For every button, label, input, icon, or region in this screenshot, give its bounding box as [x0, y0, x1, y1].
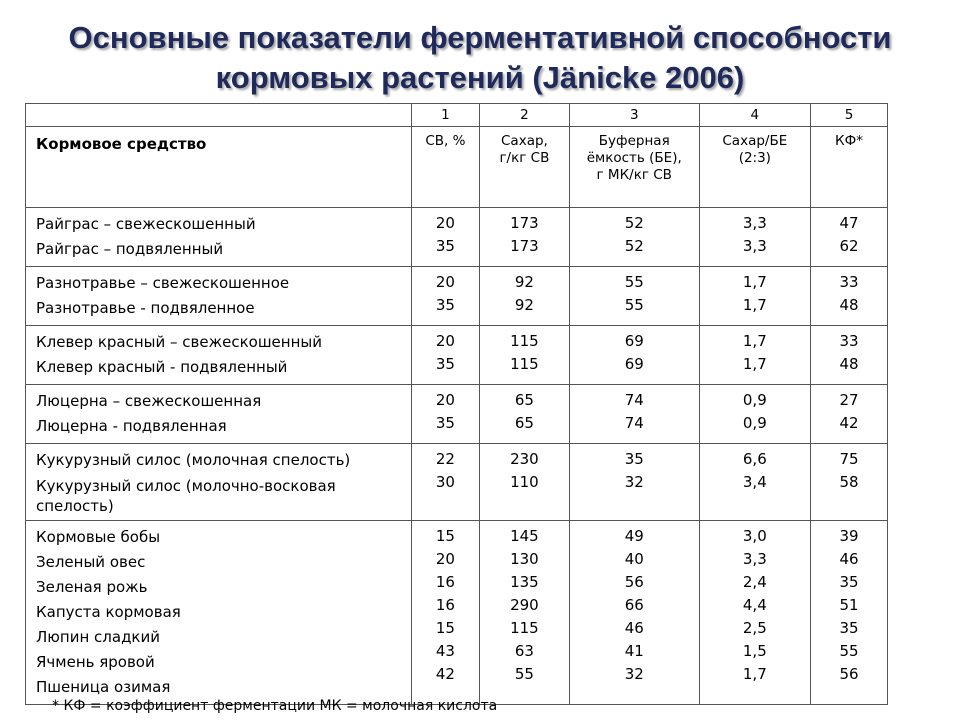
- ratio-value: 2,4: [742, 573, 767, 591]
- buffer-values-cell: [569, 326, 699, 385]
- ratio-value: 2,5: [742, 619, 767, 637]
- sv-values-cell: [411, 521, 479, 705]
- buffer-value: 74: [624, 414, 644, 432]
- ratio-value: 3,4: [742, 473, 767, 491]
- buffer-value: 52: [624, 237, 644, 255]
- sugar-value: 115: [510, 332, 539, 350]
- table-row: [26, 521, 888, 705]
- feed-name: Райграс – подвяленный: [36, 240, 224, 258]
- ratio-value: 0,9: [742, 414, 767, 432]
- header-sugar: [479, 127, 569, 208]
- sv-values-cell: [411, 444, 479, 521]
- title-line-1: Основные показатели ферментативной способности: [68, 20, 892, 55]
- ratio-values-cell: [699, 208, 811, 267]
- column-number: 5: [811, 104, 888, 127]
- kf-values-cell: [811, 267, 888, 326]
- table-body: [26, 208, 888, 705]
- sugar-value: 173: [510, 237, 539, 255]
- kf-value: 35: [839, 573, 859, 591]
- buffer-value: 56: [624, 573, 644, 591]
- kf-value: 35: [839, 619, 859, 637]
- sv-value: 20: [435, 332, 455, 350]
- kf-values-cell: [811, 208, 888, 267]
- header-kf: КФ*: [811, 127, 888, 208]
- sugar-value: 230: [510, 450, 539, 468]
- ratio-values-cell: [699, 521, 811, 705]
- kf-value: 46: [839, 550, 859, 568]
- sv-values-cell: [411, 208, 479, 267]
- sugar-value: 135: [510, 573, 539, 591]
- sv-value: 20: [435, 273, 455, 291]
- header-sugar-line: г/кг СВ: [499, 150, 550, 166]
- ratio-value: 1,7: [742, 355, 767, 373]
- feed-names-cell: [26, 208, 412, 267]
- kf-value: 33: [839, 273, 859, 291]
- buffer-value: 41: [624, 642, 644, 660]
- feed-name: Клевер красный – свежескошенный: [36, 333, 322, 351]
- kf-value: 48: [839, 296, 859, 314]
- buffer-value: 69: [624, 355, 644, 373]
- kf-value: 58: [839, 473, 859, 491]
- sugar-value: 92: [514, 296, 534, 314]
- ratio-value: 0,9: [742, 391, 767, 409]
- kf-value: 51: [839, 596, 859, 614]
- sv-value: 35: [435, 296, 455, 314]
- header-buffer-line: ёмкость (БЕ),: [586, 150, 682, 166]
- table-row: [26, 444, 888, 521]
- header-row: [26, 127, 888, 208]
- page-title: [0, 18, 960, 98]
- feed-name: Райграс – свежескошенный: [36, 215, 256, 233]
- feed-name: Люцерна – свежескошенная: [36, 392, 262, 410]
- buffer-value: 74: [624, 391, 644, 409]
- column-number-row: [26, 104, 888, 127]
- sv-values-cell: [411, 326, 479, 385]
- sv-value: 35: [435, 237, 455, 255]
- feed-name: Ячмень яровой: [36, 653, 155, 671]
- header-ratio-line: Сахар/БЕ: [722, 133, 788, 149]
- ratio-values-cell: [699, 444, 811, 521]
- header-sv: СВ, %: [411, 127, 479, 208]
- sv-value: 35: [435, 414, 455, 432]
- sv-value: 42: [435, 665, 455, 683]
- buffer-values-cell: [569, 267, 699, 326]
- kf-values-cell: [811, 385, 888, 444]
- buffer-value: 69: [624, 332, 644, 350]
- column-number: 4: [699, 104, 811, 127]
- feed-name: Люцерна - подвяленная: [36, 417, 227, 435]
- sugar-value: 92: [514, 273, 534, 291]
- sv-value: 22: [435, 450, 455, 468]
- kf-values-cell: [811, 521, 888, 705]
- ratio-value: 4,4: [742, 596, 767, 614]
- column-number: 1: [411, 104, 479, 127]
- feed-name: Зеленая рожь: [36, 578, 148, 596]
- kf-value: 62: [839, 237, 859, 255]
- sugar-value: 63: [514, 642, 534, 660]
- kf-value: 33: [839, 332, 859, 350]
- sv-value: 20: [435, 391, 455, 409]
- sugar-value: 55: [514, 665, 534, 683]
- header-sugar-line: Сахар,: [501, 133, 548, 149]
- sugar-values-cell: [479, 208, 569, 267]
- feed-names-cell: [26, 385, 412, 444]
- sugar-value: 65: [514, 391, 534, 409]
- kf-value: 75: [839, 450, 859, 468]
- kf-value: 56: [839, 665, 859, 683]
- buffer-value: 32: [624, 665, 644, 683]
- feed-name: Клевер красный - подвяленный: [36, 358, 288, 376]
- feed-names-cell: [26, 521, 412, 705]
- table-row: [26, 326, 888, 385]
- table-row: [26, 208, 888, 267]
- ratio-value: 1,7: [742, 273, 767, 291]
- sugar-value: 115: [510, 619, 539, 637]
- sugar-value: 130: [510, 550, 539, 568]
- feed-name: Люпин сладкий: [36, 628, 160, 646]
- header-feed: Кормовое средство: [26, 127, 412, 208]
- sugar-value: 65: [514, 414, 534, 432]
- ratio-value: 1,7: [742, 332, 767, 350]
- sugar-value: 115: [510, 355, 539, 373]
- sugar-values-cell: [479, 267, 569, 326]
- sv-values-cell: [411, 267, 479, 326]
- header-buffer: [569, 127, 699, 208]
- feed-names-cell: [26, 267, 412, 326]
- header-buffer-line: Буферная: [598, 133, 670, 149]
- header-buffer-line: г МК/кг СВ: [596, 167, 672, 183]
- buffer-value: 35: [624, 450, 644, 468]
- ratio-values-cell: [699, 267, 811, 326]
- feed-name: Кормовые бобы: [36, 528, 161, 546]
- column-number: 2: [479, 104, 569, 127]
- kf-values-cell: [811, 444, 888, 521]
- sv-value: 43: [435, 642, 455, 660]
- kf-value: 48: [839, 355, 859, 373]
- kf-value: 47: [839, 214, 859, 232]
- sugar-value: 145: [510, 527, 539, 545]
- ratio-value: 1,5: [742, 642, 767, 660]
- feed-name: Капуста кормовая: [36, 603, 181, 621]
- buffer-value: 52: [624, 214, 644, 232]
- feed-names-cell: [26, 326, 412, 385]
- sugar-value: 110: [510, 473, 539, 491]
- buffer-value: 46: [624, 619, 644, 637]
- sv-value: 16: [435, 573, 455, 591]
- sv-value: 15: [435, 619, 455, 637]
- ratio-value: 1,7: [742, 296, 767, 314]
- buffer-value: 40: [624, 550, 644, 568]
- sugar-value: 290: [510, 596, 539, 614]
- fermentation-table: [25, 103, 888, 705]
- buffer-values-cell: [569, 521, 699, 705]
- buffer-value: 55: [624, 296, 644, 314]
- feed-name: Разнотравье – свежескошенное: [36, 274, 290, 292]
- kf-values-cell: [811, 326, 888, 385]
- footnote: * КФ = коэффициент ферментации МК = молочная кислота: [52, 698, 498, 714]
- buffer-values-cell: [569, 208, 699, 267]
- sugar-value: 173: [510, 214, 539, 232]
- buffer-values-cell: [569, 444, 699, 521]
- ratio-value: 3,3: [742, 214, 767, 232]
- column-number: 3: [569, 104, 699, 127]
- ratio-value: 3,3: [742, 550, 767, 568]
- sugar-values-cell: [479, 326, 569, 385]
- feed-name: Зеленый овес: [36, 553, 146, 571]
- ratio-values-cell: [699, 385, 811, 444]
- ratio-values-cell: [699, 326, 811, 385]
- sv-value: 15: [435, 527, 455, 545]
- kf-value: 27: [839, 391, 859, 409]
- ratio-value: 3,3: [742, 237, 767, 255]
- sv-value: 16: [435, 596, 455, 614]
- buffer-values-cell: [569, 385, 699, 444]
- kf-value: 39: [839, 527, 859, 545]
- kf-value: 55: [839, 642, 859, 660]
- buffer-value: 49: [624, 527, 644, 545]
- feed-name: Разнотравье - подвяленное: [36, 299, 255, 317]
- ratio-value: 3,0: [742, 527, 767, 545]
- feed-name: Кукурузный силос (молочная спелость): [36, 451, 351, 469]
- header-ratio: [699, 127, 811, 208]
- kf-value: 42: [839, 414, 859, 432]
- sugar-values-cell: [479, 385, 569, 444]
- buffer-value: 32: [624, 473, 644, 491]
- ratio-value: 6,6: [742, 450, 767, 468]
- feed-names-cell: [26, 444, 412, 521]
- sv-value: 20: [435, 214, 455, 232]
- sugar-values-cell: [479, 521, 569, 705]
- table-row: [26, 385, 888, 444]
- buffer-value: 66: [624, 596, 644, 614]
- title-line-2: кормовых растений (Jänicke 2006): [215, 60, 745, 95]
- table-row: [26, 267, 888, 326]
- feed-name: Пшеница озимая: [36, 678, 171, 696]
- header-ratio-line: (2:3): [738, 150, 771, 166]
- feed-name: Кукурузный силос (молочно-восковая спелость): [36, 477, 336, 515]
- sv-value: 20: [435, 550, 455, 568]
- ratio-value: 1,7: [742, 665, 767, 683]
- buffer-value: 55: [624, 273, 644, 291]
- sv-value: 35: [435, 355, 455, 373]
- sugar-values-cell: [479, 444, 569, 521]
- column-number-empty: [26, 104, 412, 127]
- sv-value: 30: [435, 473, 455, 491]
- sv-values-cell: [411, 385, 479, 444]
